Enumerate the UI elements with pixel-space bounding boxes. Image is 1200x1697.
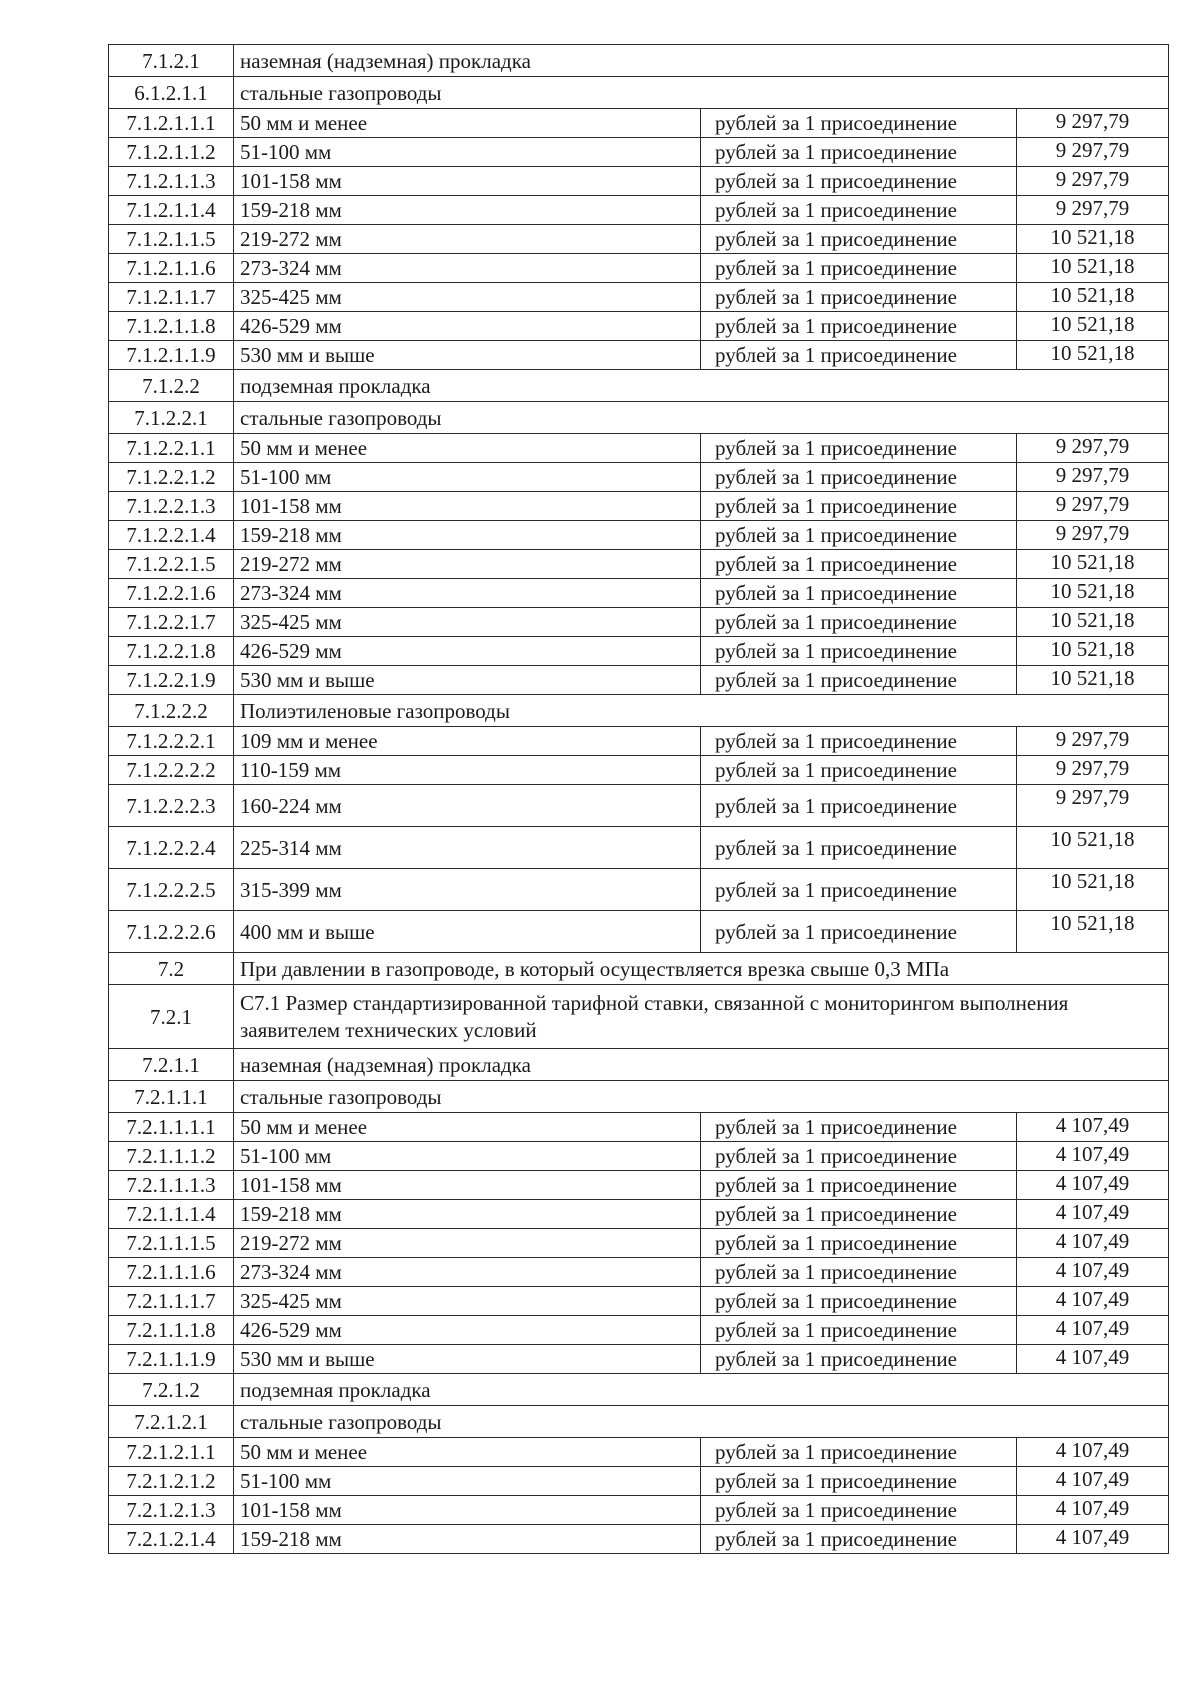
section-header-row xyxy=(109,370,1169,402)
item-diameter: 325-425 мм xyxy=(234,283,701,312)
item-code: 7.1.2.1.1.4 xyxy=(109,196,234,225)
item-value: 10 521,18 xyxy=(1017,254,1169,283)
item-code: 7.1.2.1.1.2 xyxy=(109,138,234,167)
table-row xyxy=(109,1316,1169,1345)
table-row xyxy=(109,1258,1169,1287)
section-title: стальные газопроводы xyxy=(234,1081,1169,1113)
section-title: стальные газопроводы xyxy=(234,1406,1169,1438)
item-diameter: 273-324 мм xyxy=(234,1258,701,1287)
item-unit: рублей за 1 присоединение xyxy=(701,1171,1017,1200)
section-header-row xyxy=(109,402,1169,434)
item-diameter: 160-224 мм xyxy=(234,785,701,827)
item-code: 7.2.1.1.1.1 xyxy=(109,1113,234,1142)
item-unit: рублей за 1 присоединение xyxy=(701,727,1017,756)
table-row xyxy=(109,550,1169,579)
section-code: 7.2.1.2.1 xyxy=(109,1406,234,1438)
item-code: 7.2.1.2.1.4 xyxy=(109,1525,234,1554)
item-unit: рублей за 1 присоединение xyxy=(701,827,1017,869)
item-diameter: 325-425 мм xyxy=(234,608,701,637)
item-unit: рублей за 1 присоединение xyxy=(701,1438,1017,1467)
table-row xyxy=(109,109,1169,138)
section-title: стальные газопроводы xyxy=(234,77,1169,109)
item-diameter: 219-272 мм xyxy=(234,1229,701,1258)
item-unit: рублей за 1 присоединение xyxy=(701,579,1017,608)
item-value: 9 297,79 xyxy=(1017,109,1169,138)
table-row xyxy=(109,827,1169,869)
section-code: 7.1.2.2.1 xyxy=(109,402,234,434)
item-code: 7.1.2.2.2.2 xyxy=(109,756,234,785)
table-row xyxy=(109,1525,1169,1554)
section-code: 6.1.2.1.1 xyxy=(109,77,234,109)
item-unit: рублей за 1 присоединение xyxy=(701,138,1017,167)
item-code: 7.1.2.1.1.6 xyxy=(109,254,234,283)
item-value: 10 521,18 xyxy=(1017,579,1169,608)
table-row xyxy=(109,1142,1169,1171)
item-unit: рублей за 1 присоединение xyxy=(701,911,1017,953)
section-code: 7.2.1.1.1 xyxy=(109,1081,234,1113)
item-code: 7.2.1.1.1.9 xyxy=(109,1345,234,1374)
item-value: 4 107,49 xyxy=(1017,1438,1169,1467)
item-unit: рублей за 1 присоединение xyxy=(701,608,1017,637)
item-diameter: 101-158 мм xyxy=(234,1496,701,1525)
item-unit: рублей за 1 присоединение xyxy=(701,1525,1017,1554)
item-code: 7.1.2.2.1.7 xyxy=(109,608,234,637)
table-row xyxy=(109,911,1169,953)
section-title: подземная прокладка xyxy=(234,370,1169,402)
section-code: 7.1.2.2 xyxy=(109,370,234,402)
item-code: 7.1.2.1.1.5 xyxy=(109,225,234,254)
item-value: 4 107,49 xyxy=(1017,1200,1169,1229)
item-code: 7.2.1.2.1.3 xyxy=(109,1496,234,1525)
item-unit: рублей за 1 присоединение xyxy=(701,869,1017,911)
section-code: 7.2 xyxy=(109,953,234,985)
item-value: 9 297,79 xyxy=(1017,756,1169,785)
table-row xyxy=(109,521,1169,550)
item-value: 4 107,49 xyxy=(1017,1287,1169,1316)
item-value: 4 107,49 xyxy=(1017,1229,1169,1258)
item-diameter: 273-324 мм xyxy=(234,579,701,608)
item-diameter: 51-100 мм xyxy=(234,138,701,167)
item-value: 9 297,79 xyxy=(1017,138,1169,167)
section-header-row xyxy=(109,1081,1169,1113)
item-value: 10 521,18 xyxy=(1017,608,1169,637)
table-row xyxy=(109,869,1169,911)
item-value: 10 521,18 xyxy=(1017,341,1169,370)
item-diameter: 273-324 мм xyxy=(234,254,701,283)
item-diameter: 159-218 мм xyxy=(234,521,701,550)
section-title: подземная прокладка xyxy=(234,1374,1169,1406)
item-unit: рублей за 1 присоединение xyxy=(701,756,1017,785)
item-unit: рублей за 1 присоединение xyxy=(701,109,1017,138)
item-diameter: 50 мм и менее xyxy=(234,1113,701,1142)
item-value: 4 107,49 xyxy=(1017,1345,1169,1374)
item-unit: рублей за 1 присоединение xyxy=(701,283,1017,312)
item-unit: рублей за 1 присоединение xyxy=(701,637,1017,666)
item-unit: рублей за 1 присоединение xyxy=(701,1316,1017,1345)
item-unit: рублей за 1 присоединение xyxy=(701,666,1017,695)
table-row xyxy=(109,283,1169,312)
item-code: 7.1.2.2.1.2 xyxy=(109,463,234,492)
item-diameter: 530 мм и выше xyxy=(234,1345,701,1374)
item-diameter: 315-399 мм xyxy=(234,869,701,911)
table-row xyxy=(109,666,1169,695)
item-value: 9 297,79 xyxy=(1017,785,1169,827)
table-row xyxy=(109,167,1169,196)
item-diameter: 110-159 мм xyxy=(234,756,701,785)
item-unit: рублей за 1 присоединение xyxy=(701,1496,1017,1525)
item-code: 7.2.1.1.1.3 xyxy=(109,1171,234,1200)
item-unit: рублей за 1 присоединение xyxy=(701,550,1017,579)
section-title: Полиэтиленовые газопроводы xyxy=(234,695,1169,727)
section-code: 7.2.1.1 xyxy=(109,1049,234,1081)
table-row xyxy=(109,196,1169,225)
item-code: 7.1.2.2.1.4 xyxy=(109,521,234,550)
table-row xyxy=(109,312,1169,341)
table-row xyxy=(109,138,1169,167)
item-value: 4 107,49 xyxy=(1017,1258,1169,1287)
item-code: 7.1.2.1.1.7 xyxy=(109,283,234,312)
table-row xyxy=(109,341,1169,370)
item-diameter: 50 мм и менее xyxy=(234,1438,701,1467)
item-diameter: 219-272 мм xyxy=(234,550,701,579)
table-row xyxy=(109,727,1169,756)
item-code: 7.2.1.1.1.2 xyxy=(109,1142,234,1171)
item-unit: рублей за 1 присоединение xyxy=(701,196,1017,225)
item-code: 7.1.2.2.2.1 xyxy=(109,727,234,756)
item-value: 9 297,79 xyxy=(1017,521,1169,550)
table-row xyxy=(109,1287,1169,1316)
item-unit: рублей за 1 присоединение xyxy=(701,492,1017,521)
item-code: 7.1.2.1.1.1 xyxy=(109,109,234,138)
item-unit: рублей за 1 присоединение xyxy=(701,1200,1017,1229)
item-code: 7.1.2.1.1.9 xyxy=(109,341,234,370)
table-row xyxy=(109,1467,1169,1496)
item-diameter: 101-158 мм xyxy=(234,1171,701,1200)
item-unit: рублей за 1 присоединение xyxy=(701,341,1017,370)
item-diameter: 225-314 мм xyxy=(234,827,701,869)
table-row xyxy=(109,1229,1169,1258)
item-diameter: 426-529 мм xyxy=(234,637,701,666)
item-value: 4 107,49 xyxy=(1017,1525,1169,1554)
item-value: 10 521,18 xyxy=(1017,312,1169,341)
item-code: 7.1.2.2.1.1 xyxy=(109,434,234,463)
item-diameter: 159-218 мм xyxy=(234,1525,701,1554)
item-value: 4 107,49 xyxy=(1017,1113,1169,1142)
table-row xyxy=(109,254,1169,283)
table-row xyxy=(109,434,1169,463)
item-code: 7.1.2.2.2.6 xyxy=(109,911,234,953)
item-code: 7.2.1.1.1.8 xyxy=(109,1316,234,1345)
item-code: 7.2.1.1.1.6 xyxy=(109,1258,234,1287)
table-row xyxy=(109,1438,1169,1467)
section-code: 7.1.2.1 xyxy=(109,45,234,77)
item-code: 7.2.1.1.1.5 xyxy=(109,1229,234,1258)
item-code: 7.1.2.2.2.5 xyxy=(109,869,234,911)
item-unit: рублей за 1 присоединение xyxy=(701,1142,1017,1171)
item-code: 7.1.2.2.1.9 xyxy=(109,666,234,695)
table-row xyxy=(109,608,1169,637)
item-value: 9 297,79 xyxy=(1017,463,1169,492)
item-code: 7.1.2.2.1.3 xyxy=(109,492,234,521)
item-value: 10 521,18 xyxy=(1017,827,1169,869)
item-diameter: 400 мм и выше xyxy=(234,911,701,953)
item-diameter: 101-158 мм xyxy=(234,167,701,196)
item-code: 7.1.2.2.2.4 xyxy=(109,827,234,869)
item-diameter: 51-100 мм xyxy=(234,1142,701,1171)
table-row xyxy=(109,492,1169,521)
table-row xyxy=(109,756,1169,785)
item-unit: рублей за 1 присоединение xyxy=(701,1258,1017,1287)
item-diameter: 101-158 мм xyxy=(234,492,701,521)
section-header-row xyxy=(109,1049,1169,1081)
item-value: 10 521,18 xyxy=(1017,911,1169,953)
item-value: 9 297,79 xyxy=(1017,196,1169,225)
item-diameter: 109 мм и менее xyxy=(234,727,701,756)
item-value: 4 107,49 xyxy=(1017,1316,1169,1345)
table-row xyxy=(109,1496,1169,1525)
item-diameter: 530 мм и выше xyxy=(234,341,701,370)
section-header-row xyxy=(109,985,1169,1049)
item-diameter: 51-100 мм xyxy=(234,1467,701,1496)
table-row xyxy=(109,637,1169,666)
item-diameter: 50 мм и менее xyxy=(234,434,701,463)
item-value: 4 107,49 xyxy=(1017,1467,1169,1496)
item-code: 7.1.2.2.2.3 xyxy=(109,785,234,827)
item-diameter: 159-218 мм xyxy=(234,196,701,225)
item-unit: рублей за 1 присоединение xyxy=(701,312,1017,341)
section-code: 7.2.1.2 xyxy=(109,1374,234,1406)
section-header-row xyxy=(109,1374,1169,1406)
item-value: 9 297,79 xyxy=(1017,434,1169,463)
section-title: наземная (надземная) прокладка xyxy=(234,1049,1169,1081)
item-unit: рублей за 1 присоединение xyxy=(701,254,1017,283)
item-diameter: 159-218 мм xyxy=(234,1200,701,1229)
item-value: 4 107,49 xyxy=(1017,1496,1169,1525)
tariff-table xyxy=(108,44,1169,1554)
table-row xyxy=(109,1113,1169,1142)
item-unit: рублей за 1 присоединение xyxy=(701,1467,1017,1496)
item-code: 7.2.1.2.1.2 xyxy=(109,1467,234,1496)
item-unit: рублей за 1 присоединение xyxy=(701,463,1017,492)
item-diameter: 219-272 мм xyxy=(234,225,701,254)
item-unit: рублей за 1 присоединение xyxy=(701,1113,1017,1142)
section-code: 7.1.2.2.2 xyxy=(109,695,234,727)
item-value: 9 297,79 xyxy=(1017,167,1169,196)
item-unit: рублей за 1 присоединение xyxy=(701,225,1017,254)
item-unit: рублей за 1 присоединение xyxy=(701,1229,1017,1258)
section-header-row xyxy=(109,695,1169,727)
section-header-row xyxy=(109,45,1169,77)
item-code: 7.1.2.2.1.8 xyxy=(109,637,234,666)
item-diameter: 325-425 мм xyxy=(234,1287,701,1316)
item-value: 9 297,79 xyxy=(1017,727,1169,756)
table-row xyxy=(109,463,1169,492)
item-value: 10 521,18 xyxy=(1017,869,1169,911)
item-code: 7.2.1.2.1.1 xyxy=(109,1438,234,1467)
item-code: 7.1.2.1.1.3 xyxy=(109,167,234,196)
item-value: 4 107,49 xyxy=(1017,1142,1169,1171)
item-code: 7.1.2.2.1.6 xyxy=(109,579,234,608)
table-row xyxy=(109,1171,1169,1200)
item-unit: рублей за 1 присоединение xyxy=(701,1345,1017,1374)
table-row xyxy=(109,1200,1169,1229)
section-title: наземная (надземная) прокладка xyxy=(234,45,1169,77)
item-diameter: 51-100 мм xyxy=(234,463,701,492)
item-value: 9 297,79 xyxy=(1017,492,1169,521)
item-value: 10 521,18 xyxy=(1017,666,1169,695)
item-code: 7.2.1.1.1.4 xyxy=(109,1200,234,1229)
item-value: 10 521,18 xyxy=(1017,225,1169,254)
item-diameter: 530 мм и выше xyxy=(234,666,701,695)
item-code: 7.1.2.1.1.8 xyxy=(109,312,234,341)
item-value: 10 521,18 xyxy=(1017,550,1169,579)
tariff-table-body xyxy=(109,45,1169,1554)
section-code: 7.2.1 xyxy=(109,985,234,1049)
item-diameter: 426-529 мм xyxy=(234,1316,701,1345)
item-unit: рублей за 1 присоединение xyxy=(701,521,1017,550)
section-title: При давлении в газопроводе, в который осуществляется врезка свыше 0,3 МПа xyxy=(234,953,1169,985)
item-value: 10 521,18 xyxy=(1017,637,1169,666)
item-unit: рублей за 1 присоединение xyxy=(701,785,1017,827)
item-diameter: 50 мм и менее xyxy=(234,109,701,138)
section-title: стальные газопроводы xyxy=(234,402,1169,434)
table-row xyxy=(109,225,1169,254)
item-unit: рублей за 1 присоединение xyxy=(701,1287,1017,1316)
item-code: 7.2.1.1.1.7 xyxy=(109,1287,234,1316)
item-value: 4 107,49 xyxy=(1017,1171,1169,1200)
table-row xyxy=(109,1345,1169,1374)
section-header-row xyxy=(109,77,1169,109)
item-code: 7.1.2.2.1.5 xyxy=(109,550,234,579)
section-title: С7.1 Размер стандартизированной тарифной ставки, связанной с мониторингом выполнения заявителем технических условий xyxy=(234,985,1169,1049)
item-unit: рублей за 1 присоединение xyxy=(701,167,1017,196)
item-value: 10 521,18 xyxy=(1017,283,1169,312)
section-header-row xyxy=(109,1406,1169,1438)
item-unit: рублей за 1 присоединение xyxy=(701,434,1017,463)
section-header-row xyxy=(109,953,1169,985)
table-row xyxy=(109,579,1169,608)
item-diameter: 426-529 мм xyxy=(234,312,701,341)
table-row xyxy=(109,785,1169,827)
